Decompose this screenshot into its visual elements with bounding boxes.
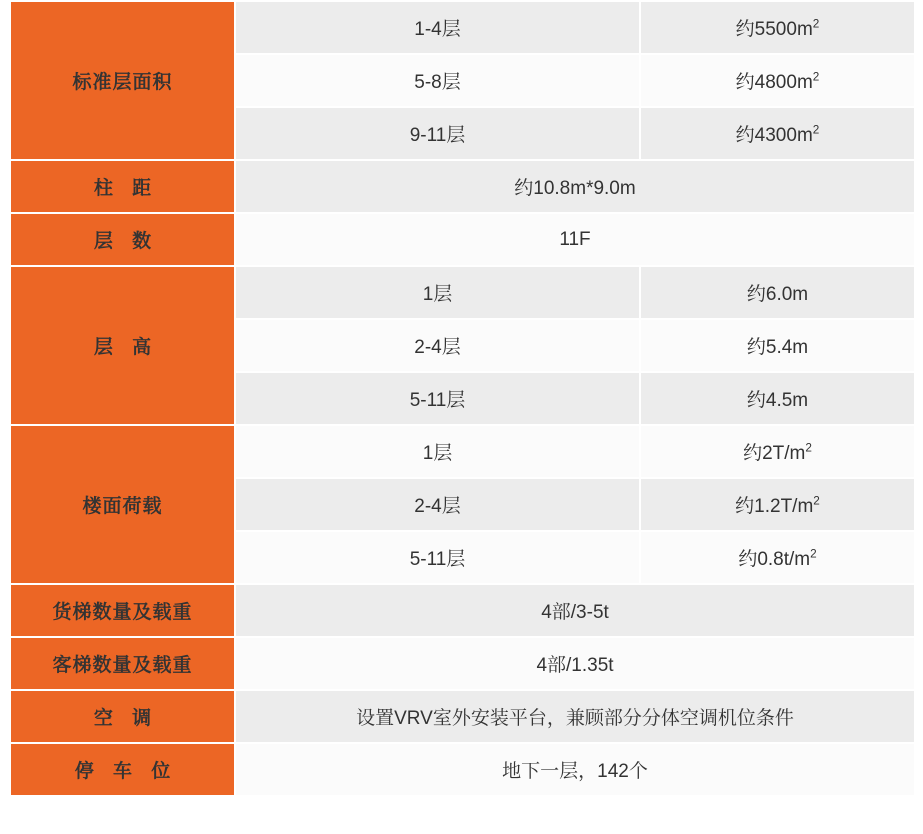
- cell-height: [640, 372, 915, 425]
- cell-height: [640, 266, 915, 319]
- cell-load: [640, 478, 915, 531]
- row-label-floor-height: 层 高: [10, 266, 235, 425]
- cell-floors: 9-11层: [235, 107, 640, 160]
- cell-freight-elevator-value: 4部/3-5t: [235, 584, 915, 637]
- row-label-floor-count: 层 数: [10, 213, 235, 266]
- row-label-freight-elevator: 货梯数量及载重: [10, 584, 235, 637]
- cell-load-value: 约1.2T/m: [735, 496, 814, 517]
- cell-height-value: 约5.4m: [746, 337, 809, 358]
- cell-air-conditioning-value: 设置VRV室外安装平台，兼顾部分分体空调机位条件: [235, 690, 915, 743]
- cell-height-value: 约4.5m: [746, 390, 809, 411]
- cell-passenger-elevator-value: 4部/1.35t: [235, 637, 915, 690]
- cell-floors: 1-4层: [235, 1, 640, 54]
- cell-load: [640, 425, 915, 478]
- table-row: [10, 266, 915, 319]
- cell-floors: 2-4层: [235, 319, 640, 372]
- cell-parking-value: 地下一层，142个: [235, 743, 915, 796]
- cell-height-value: 约6.0m: [746, 284, 809, 305]
- row-label-passenger-elevator: 客梯数量及载重: [10, 637, 235, 690]
- table-row: [10, 160, 915, 213]
- cell-area-sup: 2: [812, 70, 820, 84]
- cell-load-sup: 2: [805, 441, 812, 455]
- cell-floors: 5-11层: [235, 372, 640, 425]
- cell-area-value: 约4800m: [735, 72, 813, 93]
- cell-floor-count-value: 11F: [235, 213, 915, 266]
- cell-area-value: 约5500m: [735, 19, 813, 40]
- cell-area: [640, 54, 915, 107]
- cell-column-spacing-value: 约10.8m*9.0m: [235, 160, 915, 213]
- table-row: [10, 213, 915, 266]
- cell-load-sup: 2: [810, 547, 817, 561]
- row-label-floor-load: 楼面荷载: [10, 425, 235, 584]
- cell-floors: 2-4层: [235, 478, 640, 531]
- table-row: [10, 425, 915, 478]
- table-row: [10, 743, 915, 796]
- table-row: [10, 584, 915, 637]
- table-row: [10, 690, 915, 743]
- cell-area-sup: 2: [812, 17, 820, 31]
- row-label-column-spacing: 柱 距: [10, 160, 235, 213]
- table-body: [10, 1, 915, 796]
- cell-area-value: 约4300m: [735, 125, 813, 146]
- cell-area: [640, 1, 915, 54]
- row-label-parking: 停 车 位: [10, 743, 235, 796]
- cell-load-value: 约2T/m: [743, 443, 806, 464]
- cell-area: [640, 107, 915, 160]
- cell-load: [640, 531, 915, 584]
- table-row: [10, 637, 915, 690]
- building-spec-table: [9, 0, 916, 797]
- cell-floors: 1层: [235, 266, 640, 319]
- cell-floors: 1层: [235, 425, 640, 478]
- cell-load-sup: 2: [813, 494, 820, 508]
- cell-area-sup: 2: [812, 123, 820, 137]
- row-label-air-conditioning: 空 调: [10, 690, 235, 743]
- row-label-standard-floor-area: 标准层面积: [10, 1, 235, 160]
- table-row: [10, 1, 915, 54]
- cell-height: [640, 319, 915, 372]
- cell-floors: 5-11层: [235, 531, 640, 584]
- cell-floors: 5-8层: [235, 54, 640, 107]
- cell-load-value: 约0.8t/m: [738, 549, 811, 570]
